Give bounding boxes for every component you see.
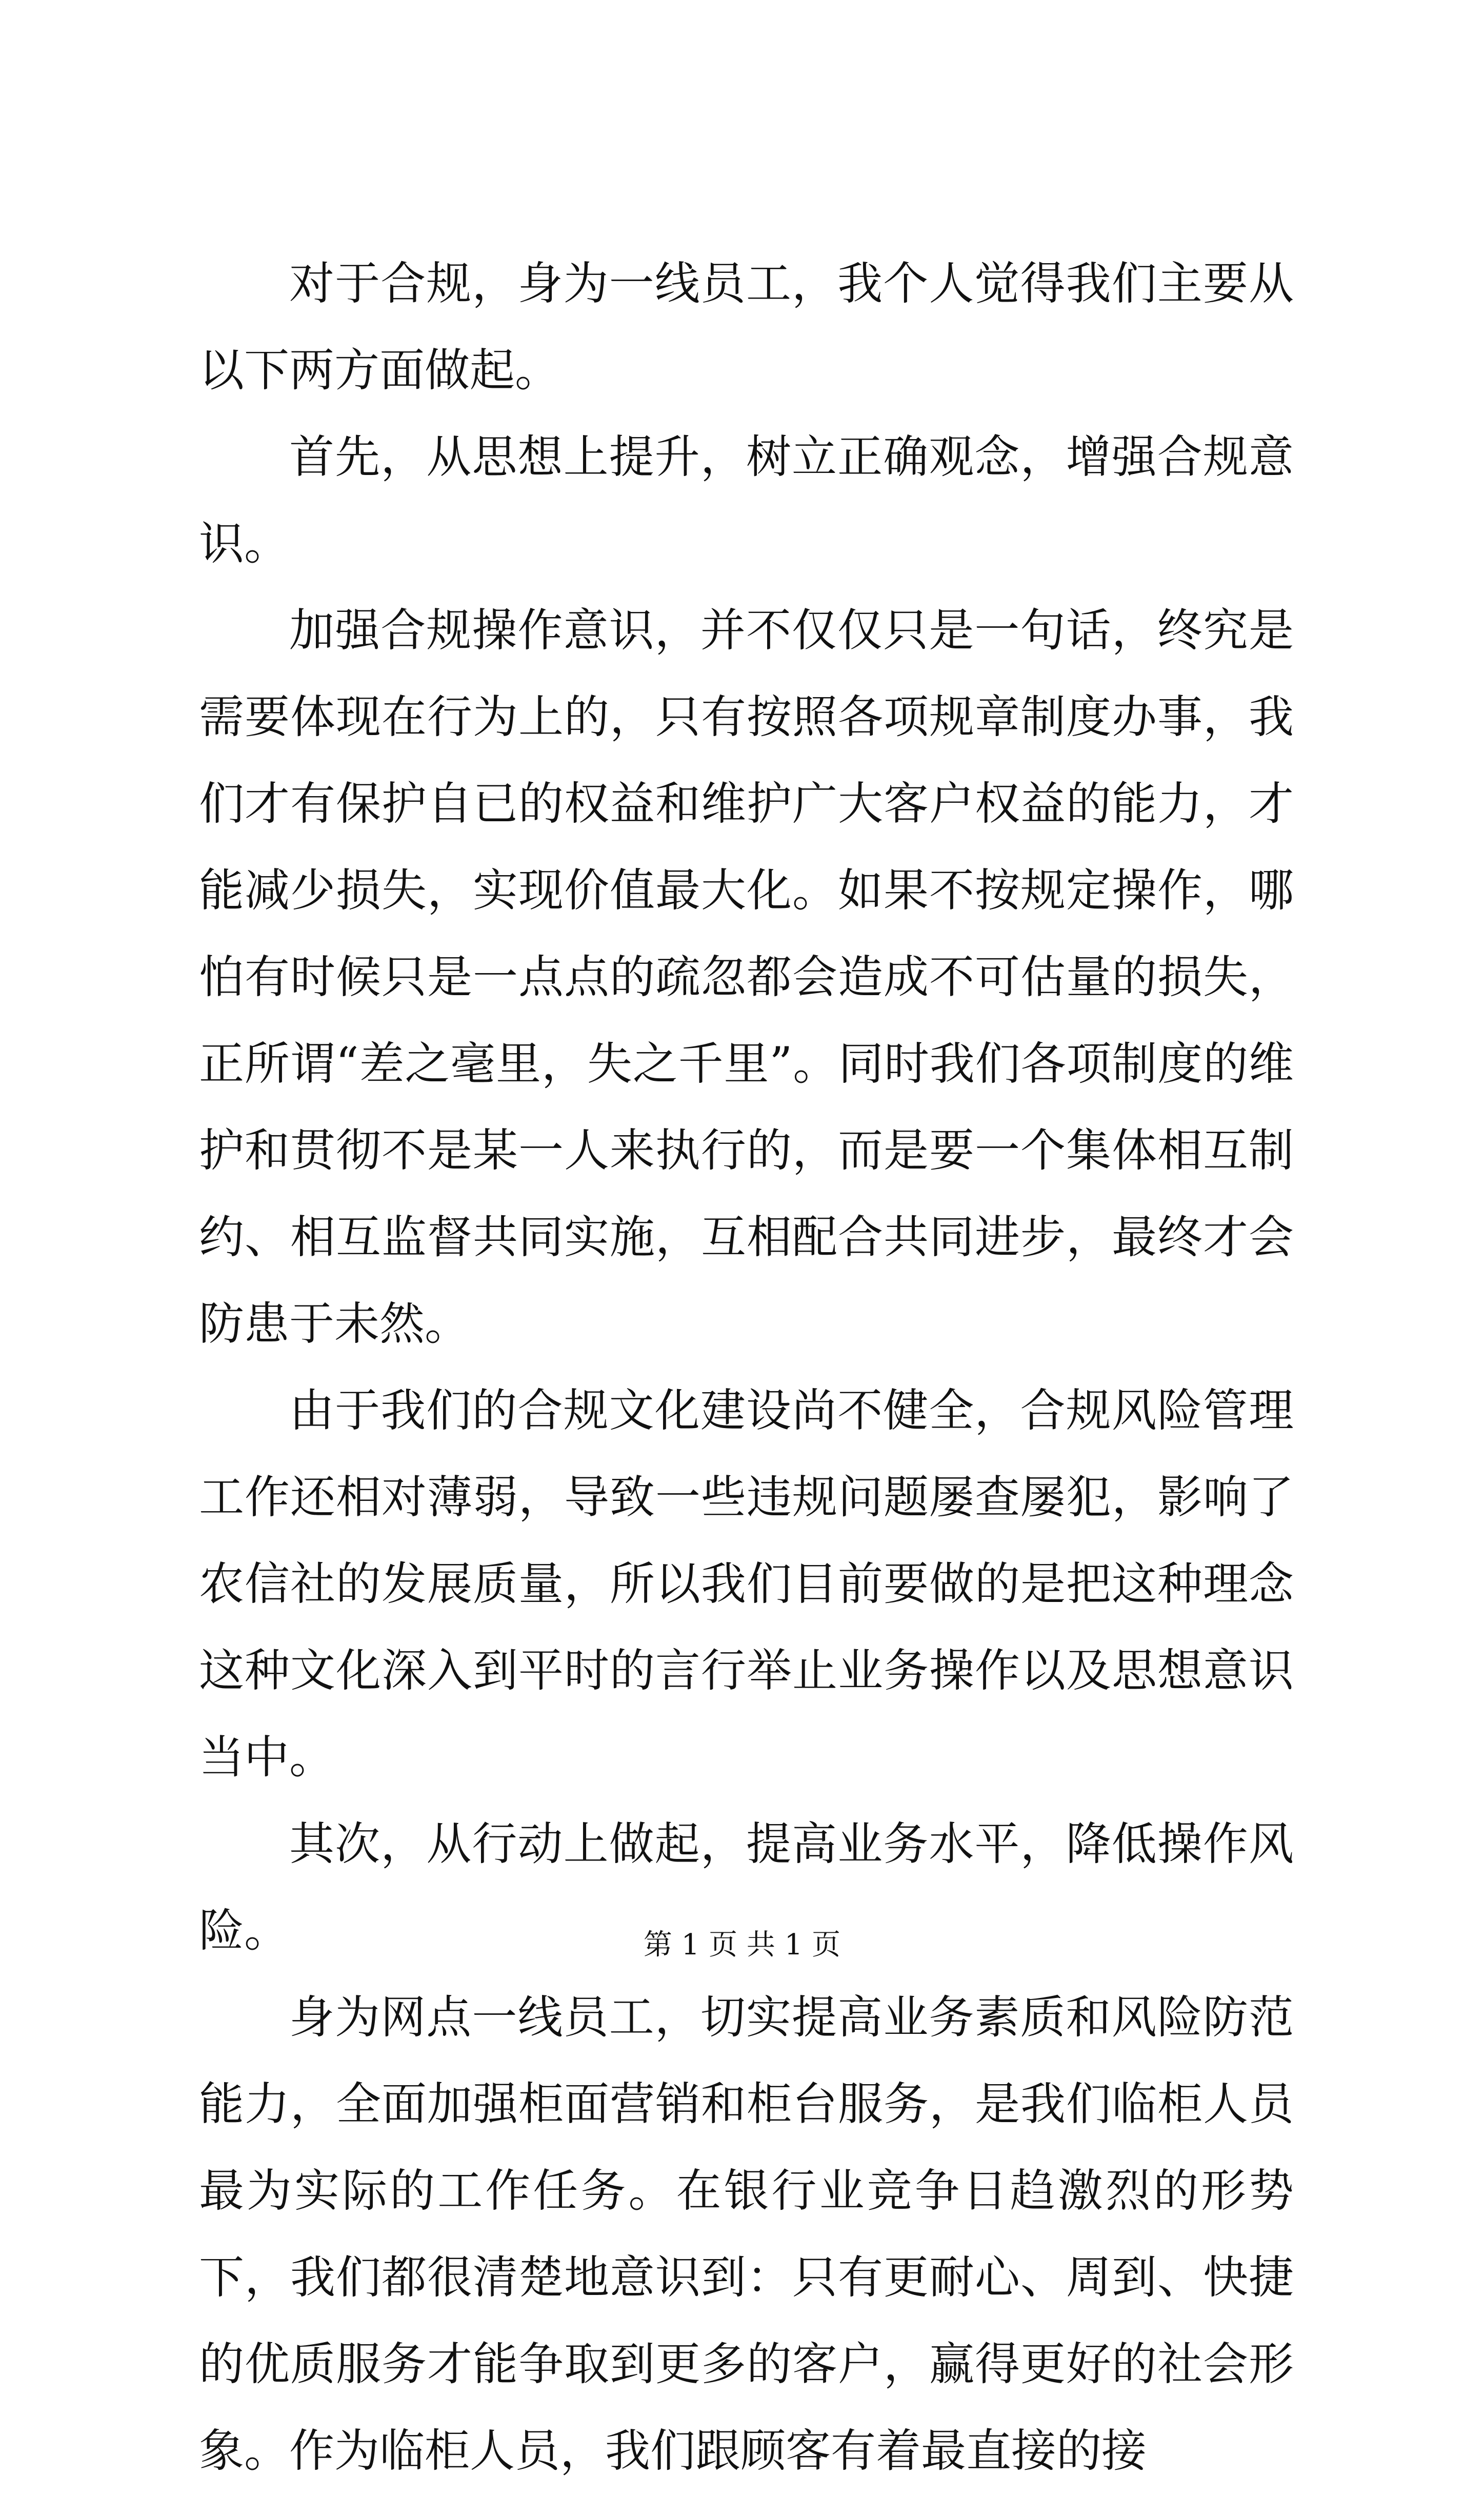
paragraph-4: 由于我们的合规文化建设尚不健全，合规风险管理工作还相对薄弱，导致一些违规问题屡查屡犯，影响了农信社的发展质量，所以我们目前要做的是把这种理念这种文化深入到平时的言行举止业务操作以及思想意识当中。 [199, 1384, 1294, 1784]
paragraph-1: 对于合规，身为一线员工，我个人觉得我们主要从以下两方面做起。 [199, 257, 1294, 397]
page-footer: 第 1 页 共 1 页 [643, 1928, 841, 1962]
paragraph-2: 首先，从思想上提升，树立正确观念，增强合规意识。 [199, 430, 1294, 570]
paragraph-3: 加强合规操作意识，并不仅仅只是一句话，终究是需要体现在行为上的，只有按照各项规章制度办事，我们才有保护自已的权益和维护广大客户权益的能力，才能减少损失，实现价值最大化。如果不按规定操作，哪怕有时候只是一点点的疏忽都会造成不可估量的损失，正所谓“差之毫里，失之千里”。同时我们各项制度的维护和贯彻不是某一人来执行的，而是要一个集体相互制约、相互监督共同实施，互相配合共同进步，最终才会防患于未然。 [199, 604, 1294, 1350]
paragraph-5: 其次，从行动上做起，提高业务水平，降低操作风险。 [199, 1817, 1294, 1957]
paragraph-6: 身为网点一线员工，切实提高业务素质和风险防范能力，全面加强柜面营销和柜台服务，是我们临柜人员最为实际的工作任务。在银行业竞争日趋激烈的形势下，我们都很清楚地意识到：只有更耐心、周到、快捷的优质服务才能争取到更多的客户，赢得更好的社会形象。作为临柜人员，我们跟顾客有着最直接的接 [199, 1991, 1294, 2477]
document-body [199, 240, 1294, 2494]
